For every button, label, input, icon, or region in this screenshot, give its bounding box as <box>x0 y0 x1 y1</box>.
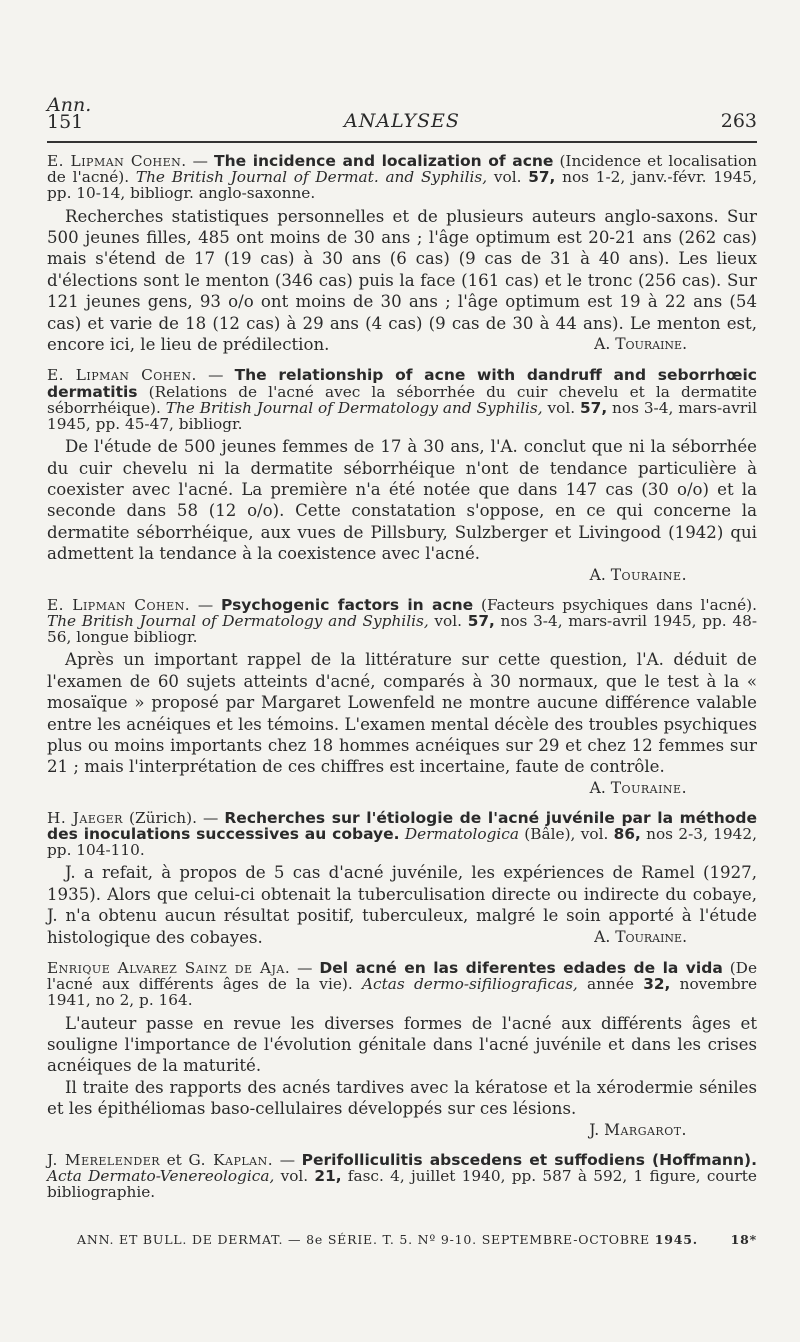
journal-name: The British Journal of Dermat. and Syphilis, <box>135 168 488 187</box>
abstract-paragraph: Il traite des rapports des acnés tardives avec la kératose et la xérodermie séniles et les épithéliomas baso-cellulaires développés sur ces lésions. <box>47 1077 757 1119</box>
ref-text: (De l'acné aux différents âges de la vie). <box>47 958 757 994</box>
dash: — <box>186 152 215 170</box>
ref-text: année <box>577 975 644 994</box>
author: J. Merelender <box>47 1150 161 1169</box>
author: E. Lipman Cohen. <box>47 152 187 170</box>
volume: 21, <box>314 1166 342 1185</box>
reference <box>47 367 757 432</box>
dash: — <box>273 1150 302 1169</box>
article-title: Psychogenic factors in acne <box>220 595 474 614</box>
journal-abbrev: Ann. <box>47 94 92 116</box>
signature-mark: 18* <box>730 1232 757 1247</box>
ref-text: vol. <box>428 611 468 630</box>
sig-name: Touraine. <box>615 927 687 946</box>
journal-name: The British Journal of Dermatology and Syphilis, <box>165 398 543 417</box>
volume: 86, <box>613 824 641 843</box>
author-join: et <box>160 1150 189 1169</box>
article-title: The incidence and localization of acne <box>214 152 554 170</box>
author: E. Lipman Cohen. <box>47 366 197 385</box>
abstract-entry <box>47 1152 757 1201</box>
abstract-paragraph: De l'étude de 500 jeunes femmes de 17 à 30 ans, l'A. conclut que ni la séborrhée du cuir chevelu ni la dermatite séborrhéique n'ont de tendance particulière à coexister avec l'acné. La première n'a été notée que dans 147 cas (30 o/o) et la seconde dans 58 (12 o/o). Cette constatation s'oppose, en ce qui concerne la dermatite séborrhéique, aux vues de Pillsbury, Sulzberger et Livingood (1942) qui admettent la tendance à la coexistence avec l'acné. <box>47 437 757 564</box>
volume-number: 151 <box>47 111 84 133</box>
journal-name: Acta Dermato-Venereologica, <box>47 1166 275 1185</box>
sig-initial: A. <box>594 927 616 946</box>
sig-name: Touraine. <box>610 778 687 797</box>
sig-initial: A. <box>594 335 616 354</box>
journal-name: Actas dermo-sifiliograficas, <box>361 975 578 994</box>
ref-text: vol. <box>274 1166 315 1185</box>
volume: 57, <box>467 611 495 630</box>
page <box>47 0 757 1342</box>
abstract-paragraph: Après un important rappel de la littérature sur cette question, l'A. déduit de l'examen de 60 sujets atteints d'acné, comparés à 30 normaux, que le test à la « mosaïque » proposé par Margaret Lowenfeld ne montre aucune différence valable entre les acnéiques et les témoins. L'examen mental décèle des troubles psychiques plus ou moins importants chez 18 hommes acnéiques sur 29 et chez 12 femmes sur 21 ; mais l'interprétation de ces chiffres est incertaine, faute de contrôle. <box>47 650 757 777</box>
article-title: Perifolliculitis abscedens et suffodiens (Hoffmann). <box>301 1150 757 1169</box>
signature <box>594 334 687 355</box>
abstract-paragraph: L'auteur passe en revue les diverses formes de l'acné aux différents âges et souligne l'importance de l'évolution génitale dans l'acné juvénile et dans les crises acnéiques de la maturité. <box>47 1013 757 1076</box>
article-list <box>47 153 757 1206</box>
reference <box>47 810 757 859</box>
ref-text: (Incidence et localisation de l'acné). <box>47 152 757 187</box>
author: Enrique Alvarez Sainz de Aja. <box>47 958 291 977</box>
abstract-entry <box>47 153 757 355</box>
footer-text: ANN. ET BULL. DE DERMAT. — 8e SÉRIE. T. 5. Nº 9-10. SEPTEMBRE-OCTOBRE <box>77 1232 650 1247</box>
sig-initial: A. <box>589 565 611 584</box>
ref-text: novembre 1941, no 2, p. 164. <box>47 975 758 1010</box>
dash: — <box>290 958 320 977</box>
volume: 57, <box>580 398 608 417</box>
dash: — <box>196 366 235 385</box>
ref-text: vol. <box>542 398 581 417</box>
footer-citation <box>77 1232 698 1247</box>
signature <box>47 1120 687 1140</box>
reference <box>47 597 757 646</box>
sig-name: Touraine. <box>615 335 687 354</box>
dash: — <box>190 595 221 614</box>
abstract-entry <box>47 960 757 1140</box>
sig-initial: A. <box>589 778 611 797</box>
abstract-entry <box>47 810 757 948</box>
author-location: (Zürich). <box>122 808 197 827</box>
journal-name: The British Journal of Dermatology and Syphilis, <box>47 611 429 630</box>
sig-name: Margarot. <box>604 1120 687 1139</box>
article-title: Del acné en las diferentes edades de la vida <box>319 958 723 977</box>
page-footer <box>77 1232 757 1247</box>
ref-text: (Relations de l'acné avec la séborrhée du cuir chevelu et la dermatite séborrhéique). <box>47 382 757 417</box>
ref-text: nos 3-4, mars-avril 1945, pp. 48-56, longue bibliogr. <box>47 611 757 647</box>
paragraph-text: J. a refait, à propos de 5 cas d'acné juvénile, les expériences de Ramel (1927, 1935). Alors que celui-ci obtenait la tuberculisation directe ou indirecte du cobaye, J. n'a obtenu aucun résultat positif, tuberculeux, malgré le soin apporté à l'étude histologique des cobayes. <box>47 863 757 947</box>
ref-text: (Bâle), vol. <box>518 824 614 843</box>
article-title: The relationship of acne with dandruff and seborrhœic dermatitis <box>47 366 757 401</box>
page-number: 263 <box>720 110 757 132</box>
ref-text: (Facteurs psychiques dans l'acné). <box>473 595 758 614</box>
abstract-entry <box>47 597 757 798</box>
article-title: Recherches sur l'étiologie de l'acné juvénile par la méthode des inoculations successives au cobaye. <box>47 808 757 843</box>
dash: — <box>196 808 225 827</box>
author: E. Lipman Cohen. <box>47 595 191 614</box>
ref-text: fasc. 4, juillet 1940, pp. 587 à 592, 1 figure, courte bibliographie. <box>47 1166 757 1202</box>
reference <box>47 960 757 1009</box>
footer-year: 1945. <box>654 1232 698 1247</box>
running-title: ANALYSES <box>344 110 460 132</box>
signature <box>47 778 687 798</box>
volume: 32, <box>643 975 671 994</box>
ref-text: nos 3-4, mars-avril 1945, pp. 45-47, bibliogr. <box>47 398 758 434</box>
author: G. Kaplan. <box>188 1150 274 1169</box>
reference <box>47 153 757 202</box>
sig-name: Touraine. <box>610 565 687 584</box>
ref-text: vol. <box>487 168 529 187</box>
abstract-entry <box>47 367 757 584</box>
signature <box>47 565 687 585</box>
signature <box>594 927 687 948</box>
ref-text: nos 1-2, janv.-févr. 1945, pp. 10-14, bibliogr. anglo-saxonne. <box>47 168 757 203</box>
abstract-paragraph <box>47 862 757 948</box>
author: H. Jaeger <box>47 808 123 827</box>
ref-text: nos 2-3, 1942, pp. 104-110. <box>47 824 757 860</box>
volume: 57, <box>528 168 556 187</box>
reference <box>47 1152 757 1201</box>
sig-initial: J. <box>589 1120 605 1139</box>
journal-name: Dermatologica <box>404 824 519 843</box>
paragraph-text: Recherches statistiques personnelles et de plusieurs auteurs anglo-saxons. Sur 500 jeunes filles, 485 ont moins de 30 ans ; l'âge optimum est 20-21 ans (262 cas) mais s'étend de 17 (19 cas) à 30 ans (6 cas) (9 cas de 31 à 40 ans). Les lieux d'élections sont le menton (346 cas) puis la face (161 cas) et le tronc (256 cas). Sur 121 jeunes gens, 93 o/o ont moins de 30 ans ; l'âge optimum est 19 à 22 ans (54 cas) et varie de 18 (12 cas) à 29 ans (4 cas) (9 cas de 30 à 44 ans). Le menton est, encore ici, le lieu de prédilection. <box>47 206 757 355</box>
abstract-paragraph <box>47 206 757 356</box>
header-rule <box>47 141 757 143</box>
